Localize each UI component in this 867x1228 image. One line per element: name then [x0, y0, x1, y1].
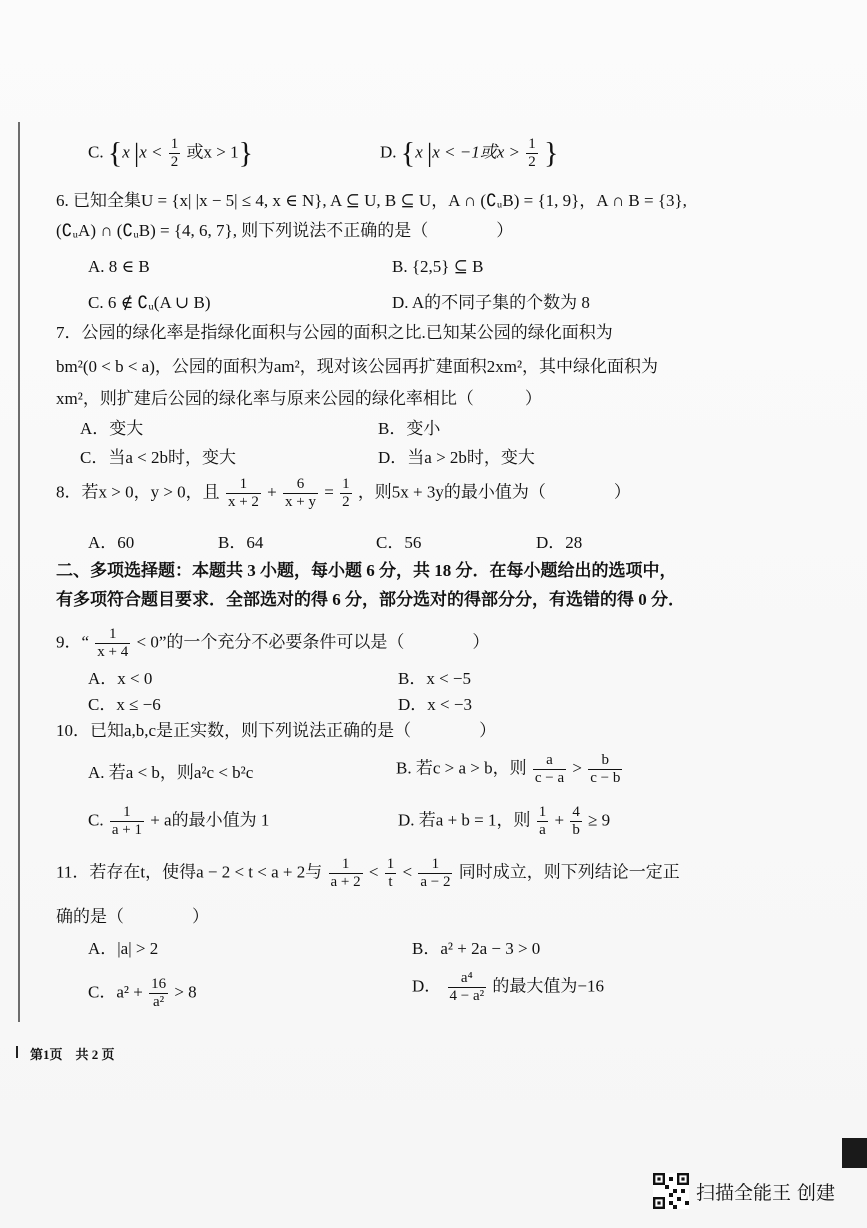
scanner-watermark: 扫描全能王 创建: [696, 1182, 836, 1204]
q6-option-c: C. 6 ∉ ∁ᵤ(A ∪ B): [88, 293, 211, 312]
q11-option-b: B．a² + 2a − 3 > 0: [412, 939, 541, 958]
q8-option-b: B．64: [218, 533, 264, 552]
binding-margin-line: [18, 122, 20, 1022]
q7-stem-line2: bm²(0 < b < a)，公园的面积为am²，现对该公园再扩建面积2xm²，其中绿化面积为: [56, 357, 659, 376]
q8-option-c: C．56: [376, 533, 422, 552]
q6-stem-line1: 6. 已知全集U = {x| |x − 5| ≤ 4, x ∈ N}, A ⊆ U, B ⊆ U，A ∩ (∁ᵤB) = {1, 9}，A ∩ B = {3},: [56, 191, 687, 210]
q7-option-d: D．当a > 2b时，变大: [378, 448, 535, 467]
q6-stem-line2: (∁ᵤA) ∩ (∁ᵤB) = {4, 6, 7}, 则下列说法不正确的是（ ）: [56, 221, 514, 240]
q11-option-c: C．a² + $\frac{16}{\text{a²}}$ > 8: [88, 976, 197, 1010]
q9-option-a: A．x < 0: [88, 669, 153, 688]
q11-option-d: D． $\frac{\text{a⁴}}{\text{4 − a²}}$ 的最大值为−16: [412, 970, 604, 1004]
q10-option-a: A. 若a < b，则a²c < b²c: [88, 763, 254, 782]
q11-stem-line2: 确的是（ ）: [56, 907, 209, 926]
q5-option-c: C. {x |x < $\frac{1}{2}$ 或x > 1}: [88, 136, 254, 170]
q7-option-a: A．变大: [80, 419, 144, 438]
page-number: 第1页 共 2 页: [30, 1047, 115, 1062]
q9-option-d: D．x < −3: [398, 695, 472, 714]
q11-option-a: A．|a| > 2: [88, 939, 159, 958]
q7-stem-line1: 7．公园的绿化率是指绿化面积与公园的面积之比.已知某公园的绿化面积为: [56, 323, 613, 342]
q8-option-a: A．60: [88, 533, 135, 552]
q6-option-b: B. {2,5} ⊆ B: [392, 257, 484, 276]
q10-option-b: B. 若c > a > b，则 $\frac{a}{c - a}$ > $\frac{b}{c - b}$: [396, 752, 621, 786]
qr-code-icon: [653, 1173, 689, 1209]
q8-stem: 8．若x > 0，y > 0，且 $\frac{1}{x + 2}$ + $\frac{6}{x + y}$ = $\frac{1}{2}$ ，则5x + 3y的最小值为（ ）: [56, 476, 631, 510]
q11-stem-line1: 11．若存在t，使得a − 2 < t < a + 2与 $\frac{1}{a + 2}$ < $\frac{1}{t}$ < $\frac{1}{a - 2}$ 同时成立，则下列结论一定正: [56, 856, 680, 890]
q6-option-a: A. 8 ∈ B: [88, 257, 150, 276]
q9-option-c: C．x ≤ −6: [88, 695, 161, 714]
q7-stem-line3: xm²，则扩建后公园的绿化率与原来公园的绿化率相比（ ）: [56, 389, 542, 408]
footer-tick-mark: [16, 1046, 18, 1058]
q9-stem: 9．“ $\frac{1}{x + 4}$ < 0”的一个充分不必要条件可以是（ ）: [56, 626, 490, 660]
q6-option-d: D. A的不同子集的个数为 8: [392, 293, 590, 312]
q8-option-d: D．28: [536, 533, 583, 552]
q5-option-d: D. {x |x < −1或x > $\frac{1}{2}$ }: [380, 136, 559, 170]
q9-option-b: B．x < −5: [398, 669, 472, 688]
q10-option-d: D. 若a + b = 1，则 $\frac{1}{a}$ + $\frac{4}{b}$ ≥ 9: [398, 804, 611, 838]
q10-stem: 10．已知a,b,c是正实数，则下列说法正确的是（ ）: [56, 721, 497, 740]
q7-option-b: B．变小: [378, 419, 441, 438]
q7-option-c: C．当a < 2b时，变大: [80, 448, 236, 467]
section2-heading-line2: 有多项符合题目要求．全部选对的得 6 分，部分选对的得部分分，有选错的得 0 分．: [56, 590, 685, 609]
scan-edge-mark: [842, 1138, 867, 1168]
q10-option-c: C. $\frac{1}{a + 1}$ + a的最小值为 1: [88, 804, 270, 838]
section2-heading-line1: 二、多项选择题：本题共 3 小题，每小题 6 分，共 18 分．在每小题给出的选项中，: [56, 561, 677, 580]
